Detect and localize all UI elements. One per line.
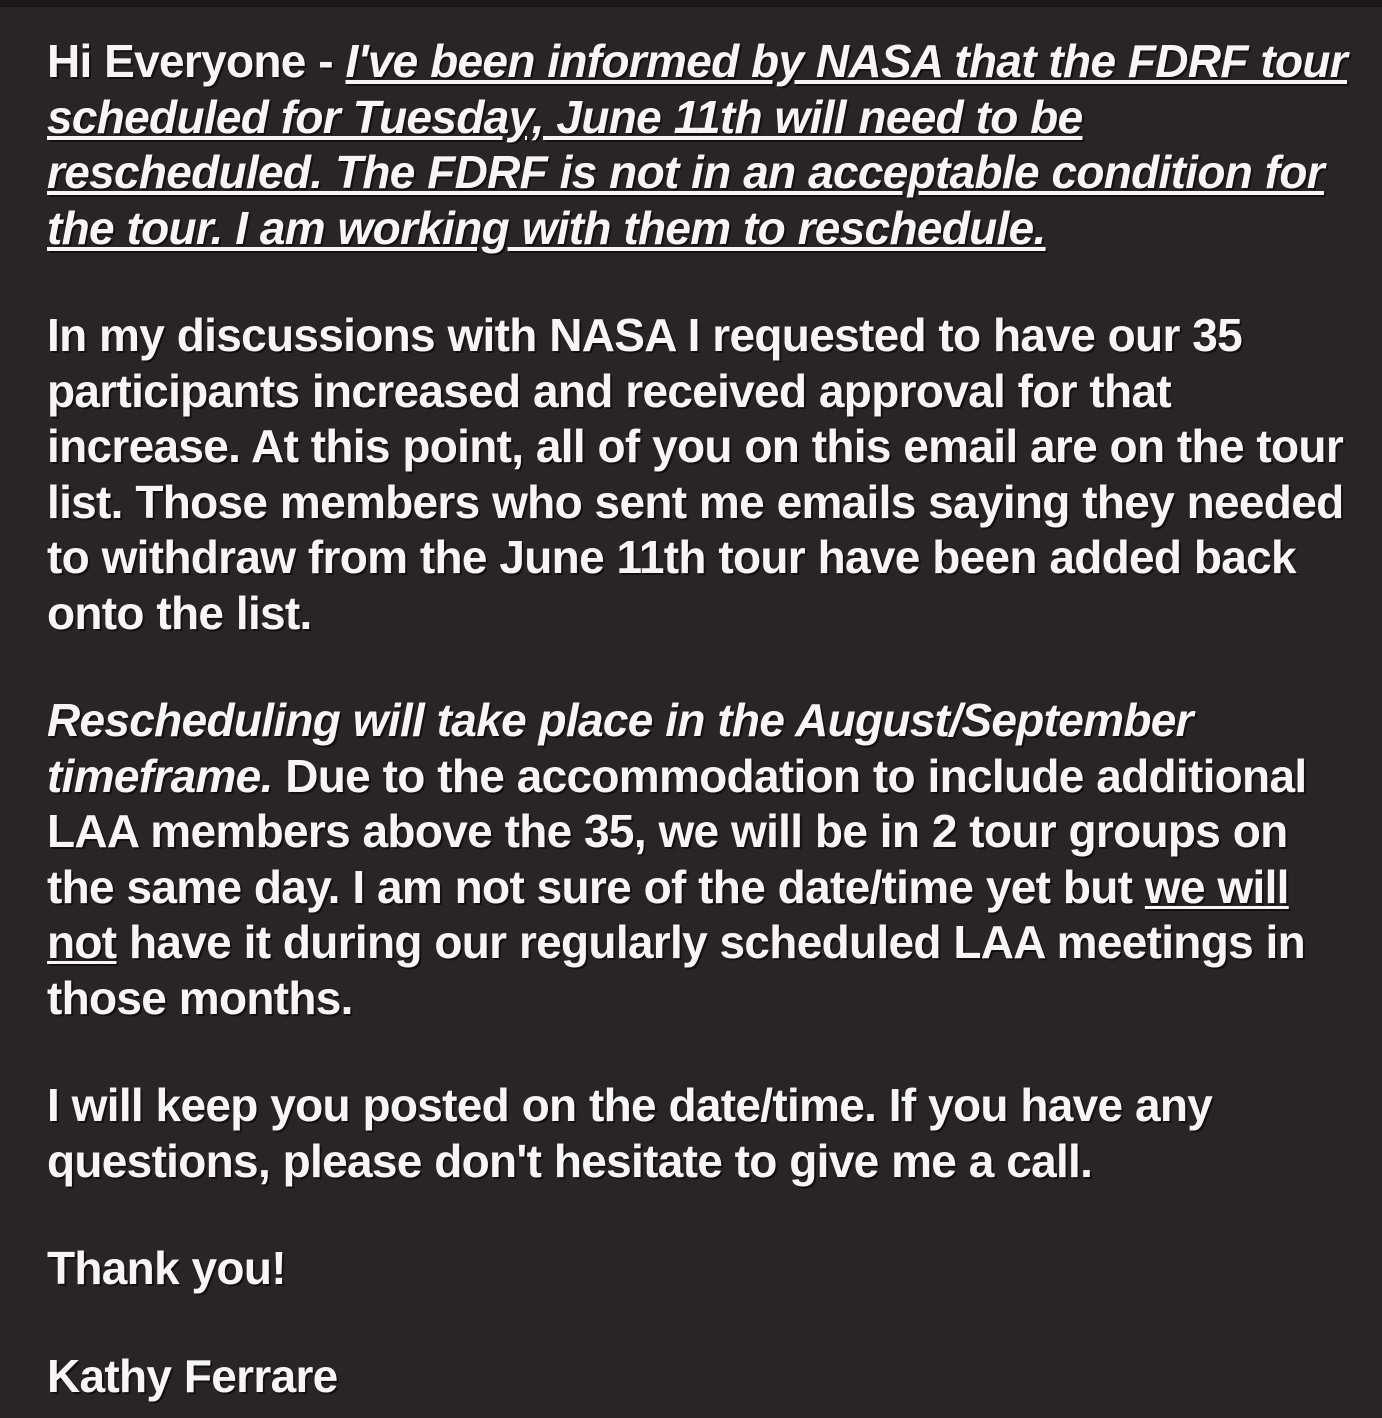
closing-note-text: I will keep you posted on the date/time. If you have any questions, please don't hesitate to give me a call. — [47, 1079, 1213, 1187]
rescheduling-text-part-b: have it during our regularly scheduled LAA meetings in those months. — [47, 916, 1306, 1024]
participants-text: In my discussions with NASA I requested to have our 35 participants increased and received approval for that increase. At this point, all of you on this email are on the tour list. Those members who sent me emails saying they needed to withdraw from the June 11th tour have been added back onto the list. — [47, 309, 1344, 639]
top-edge-strip — [0, 0, 1382, 7]
paragraph-rescheduling — [47, 693, 1360, 1026]
rescheduling-emphasis-text: Rescheduling will take place in the August/September timeframe. — [47, 694, 1193, 802]
paragraph-participants — [47, 308, 1360, 641]
rescheduling-underlined-negation: we will not — [47, 860, 1289, 968]
signature-name: Kathy Ferrare — [47, 1349, 338, 1402]
email-message-body — [0, 7, 1382, 1404]
greeting-emphasis-text: I've been informed by NASA that the FDRF tour scheduled for Tuesday, June 11th will need to be rescheduled. The FDRF is not in an acceptable condition for the tour. I am working with them to reschedule. — [47, 35, 1347, 254]
greeting-text: Hi Everyone - — [47, 35, 346, 87]
thank-you-text: Thank you! — [47, 1242, 286, 1294]
paragraph-thank-you — [47, 1241, 1360, 1297]
paragraph-signature — [47, 1349, 1360, 1405]
paragraph-greeting — [47, 34, 1360, 256]
paragraph-closing-note — [47, 1078, 1360, 1189]
rescheduling-text-part-a: Due to the accommodation to include additional LAA members above the 35, we will be in 2 tour groups on the same day. I am not sure of the date/time yet but — [47, 749, 1307, 913]
